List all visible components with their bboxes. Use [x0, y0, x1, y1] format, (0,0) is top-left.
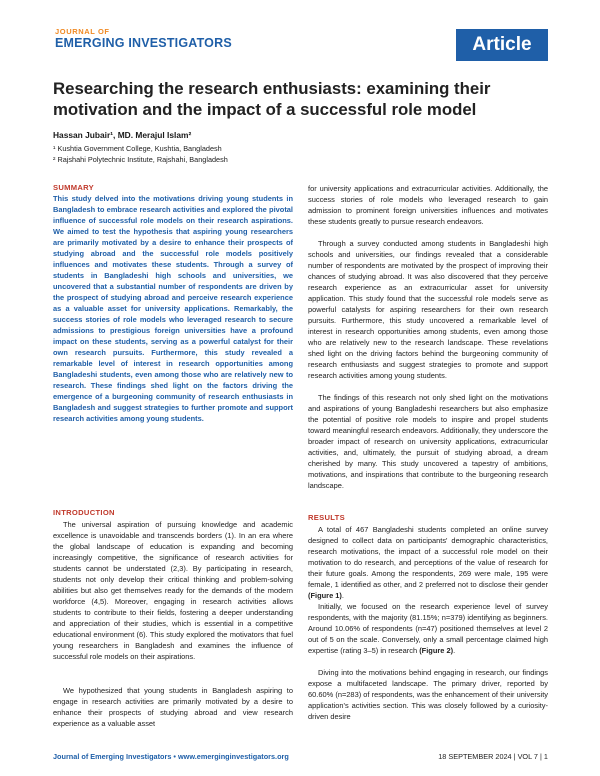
summary-text: This study delved into the motivations driving young students in Bangladesh to embrace research activities and explored the pivotal influence of successful role models on their research aspirations. We aimed to test the hypothesis that aspiring young researchers are primarily motivated by a desire to enhance their prospects of studying abroad and the successful role models positively influences and motivates these students. Through a survey of students in Bangladeshi high schools and universities, we uncovered that a substantial number of respondents are driven by the prospect of studying abroad and perceive research experience as a valuable asset for university applications. Remarkably, the success stories of role models who leveraged research to secure admissions to prestigious foreign universities have a profound impact on these students, serving as a powerful catalyst for their own research pursuits. Furthermore, this study revealed a remarkable level of interest in research opportunities among Bangladeshi students, even among those who are relatively new to research. These findings shed light on the factors driving the emergence of a burgeoning community of research enthusiasts in Bangladesh and suggest strategies to further promote and support research activities among young students.: [53, 194, 293, 423]
author-list: Hassan Jubair¹, MD. Merajul Islam²: [53, 130, 192, 140]
results-paragraph-1: [308, 524, 548, 601]
results-paragraph-3: Diving into the motivations behind engaging in research, our findings expose a multifaceted landscape. The primary driver, reported by 60.60% (n=283) of respondents, was the enhancement of their university application's activities section. This was closely followed by a curiosity-driven desire: [308, 668, 548, 721]
figure-2-reference[interactable]: (Figure 2): [419, 646, 454, 655]
results-p2-end: .: [453, 646, 456, 655]
results-p2-text: Initially, we focused on the research experience level of survey respondents, with the majority (81.15%; n=379) identifying as beginners. Around 10.06% of respondents (n=47) positioned themselves at level 2 out of 5 on the scale. Conversely, only a small percentage claimed high expertise (rating 3–5) in research: [308, 602, 548, 655]
right-column-paragraph-3: The findings of this research not only shed light on the motivations and aspirations of young Bangladeshi researchers but also emphasize the potential of positive role models to inspire and propel students toward meaningful research endeavors. Additionally, they underscore the broader impact of research on university applications, extracurricular activities, and, ultimately, the pursuit of studying abroad, a dream cherished by many. This study uncovered a tapestry of ambitions, motivations, and inspirations that contribute to the burgeoning research landscape.: [308, 393, 548, 490]
figure-1-reference[interactable]: (Figure 1): [308, 591, 342, 600]
right-column-paragraph-2: Through a survey conducted among students in Bangladeshi high schools and universities, our findings revealed that a considerable number of respondents are motivated by the prospect of improving their chances of studying abroad. It was also discovered that they perceive research experience as an extracurricular asset for university application. This study found that the successful role models serve as powerful catalysts for aspiring researchers for their own research pursuits. Furthermore, this study uncovered a remarkable level of interest in research opportunities among students, even among those who are relatively new to the research landscape. These revelations shed light on the driving factors behind the burgeoning community of research enthusiasts and suggest strategies to promote and support research activities among young students.: [308, 239, 548, 380]
article-title: Researching the research enthusiasts: examining their motivation and the impact of a successful role model: [53, 79, 491, 119]
article-type-badge: Article: [456, 29, 548, 61]
results-p1-end: .: [341, 591, 344, 600]
introduction-heading: INTRODUCTION: [53, 508, 115, 517]
results-paragraph-2: [308, 601, 548, 656]
logo-top-text: JOURNAL OF: [55, 27, 110, 36]
summary-heading: SUMMARY: [53, 183, 95, 192]
introduction-paragraph-2: We hypothesized that young students in Bangladesh aspiring to engage in research activities are primarily motivated by a desire to enhance their prospects of studying abroad and view research experience as a valuable asset: [53, 686, 293, 728]
journal-logo: [55, 27, 232, 50]
results-p1-text: A total of 467 Bangladeshi students completed an online survey designed to collect data on participants' demographic characteristics, research motivations, the impact of a successful role model on their motivation to do research, and perceptions of the value of research for their future goals. Among the respondents, 269 were male, 195 were female, 1 identified as other, and 2 preferred not to disclose their gender: [308, 525, 548, 589]
footer-journal-link[interactable]: Journal of Emerging Investigators • www.emerginginvestigators.org: [53, 752, 289, 761]
affiliation-2: ² Rajshahi Polytechnic Institute, Rajshahi, Bangladesh: [53, 155, 228, 164]
results-heading: RESULTS: [308, 513, 345, 522]
footer-date-volume: 18 SEPTEMBER 2024 | VOL 7 | 1: [438, 752, 548, 761]
right-column-paragraph-1: for university applications and extracurricular activities. Additionally, the success stories of role models who leveraged research to gain admission to prominent foreign universities influences and motivates these students greatly to pursue research endeavors.: [308, 184, 548, 226]
introduction-paragraph-1: The universal aspiration of pursuing knowledge and academic excellence is unavoidable and transcends borders (1). In an era where the global landscape of education is expanding and becoming increasingly competitive, the significance of research activities for students cannot be understated (2,3). By participating in research, students not only develop their critical thinking and problem-solving abilities but also get themselves ready for the demands of the modern workforce (4,5). Moreover, engaging in research activities allows students to contribute to their fields, fostering a deeper understanding and appreciation of their studies, which is essential in a competitive educational environment (6). This study explored the motivators that fuel young researchers in Bangladesh and examines the influence of successful role models on their aspirations.: [53, 520, 293, 661]
logo-main-text: EMERGING INVESTIGATORS: [55, 36, 232, 50]
affiliation-1: ¹ Kushtia Government College, Kushtia, Bangladesh: [53, 144, 222, 153]
